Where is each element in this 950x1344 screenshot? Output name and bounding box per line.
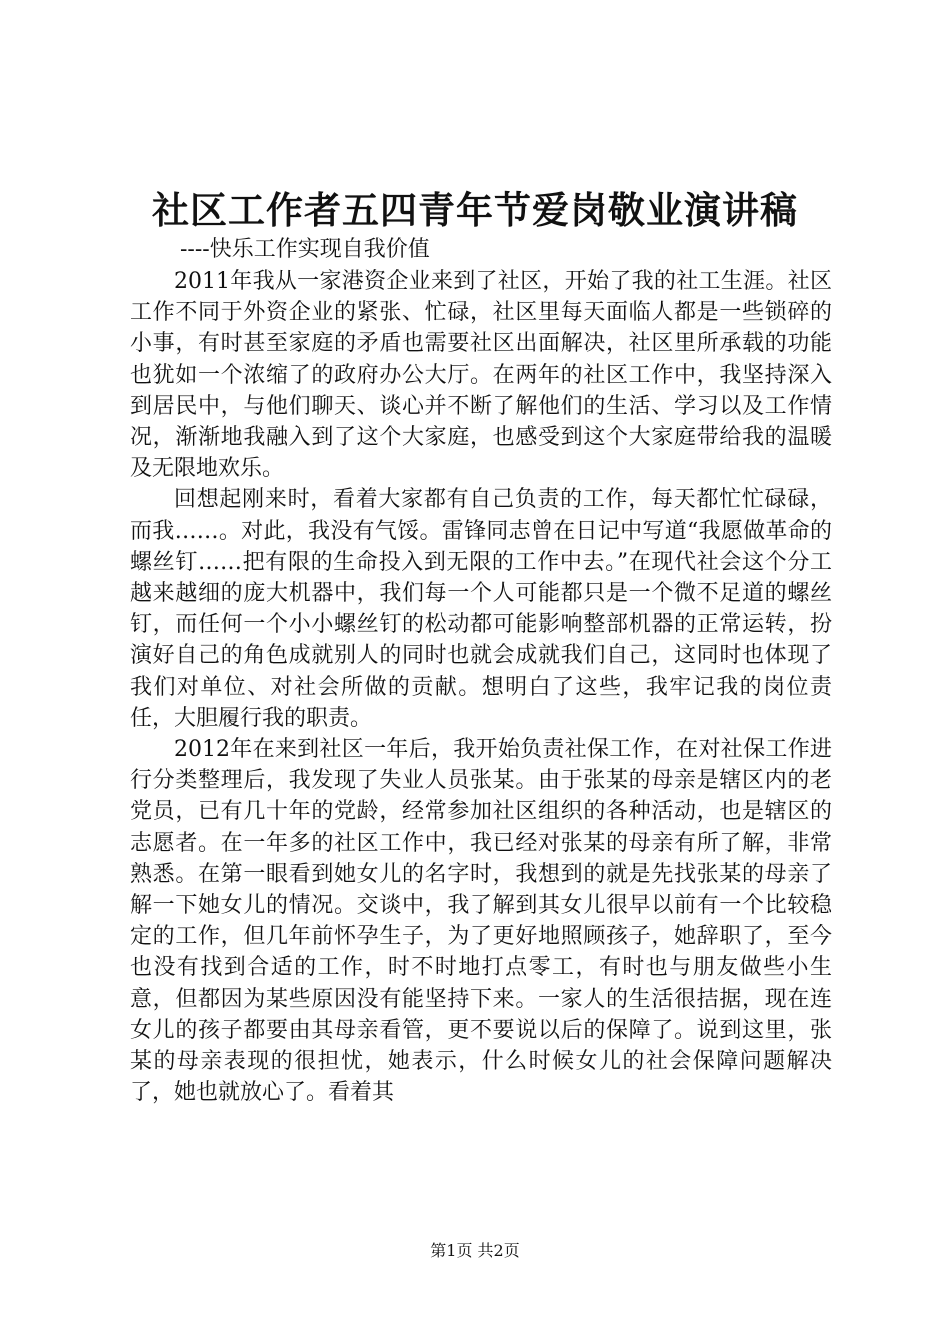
- paragraph-3: 2012年在来到社区一年后，我开始负责社保工作，在对社保工作进行分类整理后，我发现了失业人员张某。由于张某的母亲是辖区内的老党员，已有几十年的党龄，经常参加社区组织的各种活动，也是辖区的志愿者。在一年多的社区工作中，我已经对张某的母亲有所了解，非常熟悉。在第一眼看到她女儿的名字时，我想到的就是先找张某的母亲了解一下她女儿的情况。交谈中，我了解到其女儿很早以前有一个比较稳定的工作，但几年前怀孕生子，为了更好地照顾孩子，她辞职了，至今也没有找到合适的工作，时不时地打点零工，有时也与朋友做些小生意，但都因为某些原因没有能坚持下来。一家人的生活很拮据，现在连女儿的孩子都要由其母亲看管，更不要说以后的保障了。说到这里，张某的母亲表现的很担忧，她表示，什么时候女儿的社会保障问题解决了，她也就放心了。看着其: [130, 737, 832, 1106]
- paragraph-1: 2011年我从一家港资企业来到了社区，开始了我的社工生涯。社区工作不同于外资企业的紧张、忙碌，社区里每天面临人都是一些锁碎的小事，有时甚至家庭的矛盾也需要社区出面解决，社区里所承载的功能也犹如一个浓缩了的政府办公大厅。在两年的社区工作中，我坚持深入到居民中，与他们聊天、谈心并不断了解他们的生活、学习以及工作情况，渐渐地我融入到了这个大家庭，也感受到这个大家庭带给我的温暖及无限地欢乐。: [130, 269, 832, 482]
- page-title: 社区工作者五四青年节爱岗敬业演讲稿: [152, 188, 798, 232]
- page-number: 第1页 共2页: [430, 1241, 520, 1260]
- subtitle: ----快乐工作实现自我价值: [180, 237, 430, 262]
- body-text: [130, 266, 832, 1108]
- paragraph-2: 回想起刚来时，看着大家都有自己负责的工作，每天都忙忙碌碌，而我……。对此，我没有气馁。雷锋同志曾在日记中写道“我愿做革命的螺丝钉……把有限的生命投入到无限的工作中去。”在现代社会这个分工越来越细的庞大机器中，我们每一个人可能都只是一个微不足道的螺丝钉，而任何一个小小螺丝钉的松动都可能影响整部机器的正常运转，扮演好自己的角色成就别人的同时也就会成就我们自己，这同时也体现了我们对单位、对社会所做的贡献。想明白了这些，我牢记我的岗位责任，大胆履行我的职责。: [130, 487, 832, 731]
